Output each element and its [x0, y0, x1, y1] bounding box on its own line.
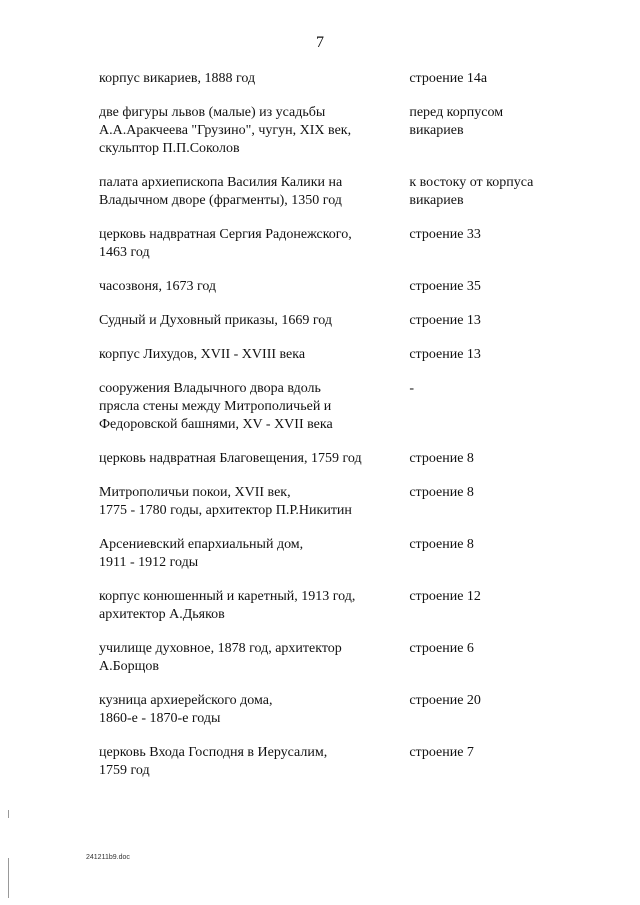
- object-description: корпус Лихудов, XVII - XVIII века: [99, 347, 306, 362]
- table-row: [99, 536, 559, 572]
- object-description: церковь Входа Господня в Иерусалим, 1759 год: [99, 745, 328, 778]
- object-description: корпус викариев, 1888 год: [99, 71, 256, 86]
- table-row: [99, 640, 559, 676]
- object-location: строение 7: [409, 745, 474, 760]
- object-description: училище духовное, 1878 год, архитектор А.Борщов: [99, 641, 342, 674]
- table-row: [99, 588, 559, 624]
- monuments-table: [99, 70, 559, 796]
- table-row: [99, 450, 559, 468]
- object-description: церковь надвратная Сергия Радонежского, 1463 год: [99, 227, 352, 260]
- object-description: Арсениевский епархиальный дом, 1911 - 1912 годы: [99, 537, 304, 570]
- object-location: строение 35: [409, 279, 481, 294]
- object-description: часозвоня, 1673 год: [99, 279, 217, 294]
- object-description: церковь надвратная Благовещения, 1759 год: [99, 451, 362, 466]
- page-number: 7: [316, 34, 324, 51]
- object-description: кузница архиерейского дома, 1860-е - 1870-е годы: [99, 693, 273, 726]
- object-description: корпус конюшенный и каретный, 1913 год, архитектор А.Дьяков: [99, 589, 356, 622]
- object-location: строение 8: [409, 537, 474, 552]
- footer-file-name: 241211b9.doc: [86, 854, 130, 861]
- object-location: строение 8: [409, 485, 474, 500]
- object-location: строение 8: [409, 451, 474, 466]
- table-row: [99, 346, 559, 364]
- object-description: две фигуры львов (малые) из усадьбы А.А.Аракчеева "Грузино", чугун, XIX век, скульптор П.П.Соколов: [99, 105, 352, 156]
- table-row: [99, 744, 559, 780]
- table-row: [99, 278, 559, 296]
- object-location: строение 6: [409, 641, 474, 656]
- object-location: перед корпусом викариев: [409, 105, 504, 138]
- table-row: [99, 174, 559, 210]
- table-row: [99, 104, 559, 158]
- object-description: палата архиепископа Василия Калики на Владычном дворе (фрагменты), 1350 год: [99, 175, 343, 208]
- object-location: -: [409, 381, 414, 396]
- table-row: [99, 226, 559, 262]
- object-location: строение 14а: [409, 71, 488, 86]
- object-description: Митрополичьи покои, XVII век, 1775 - 1780 годы, архитектор П.Р.Никитин: [99, 485, 352, 518]
- table-row: [99, 484, 559, 520]
- object-description: сооружения Владычного двора вдоль прясла стены между Митрополичьей и Федоровской башнями, XV - XVII века: [99, 381, 333, 432]
- object-description: Судный и Духовный приказы, 1669 год: [99, 313, 332, 328]
- object-location: строение 33: [409, 227, 481, 242]
- margin-mark: [8, 858, 9, 898]
- object-location: к востоку от корпуса викариев: [409, 175, 534, 208]
- object-location: строение 20: [409, 693, 481, 708]
- object-location: строение 13: [409, 313, 481, 328]
- margin-mark: [8, 810, 9, 818]
- table-row: [99, 380, 559, 434]
- object-location: строение 13: [409, 347, 481, 362]
- table-row: [99, 70, 559, 88]
- table-row: [99, 312, 559, 330]
- table-row: [99, 692, 559, 728]
- object-location: строение 12: [409, 589, 481, 604]
